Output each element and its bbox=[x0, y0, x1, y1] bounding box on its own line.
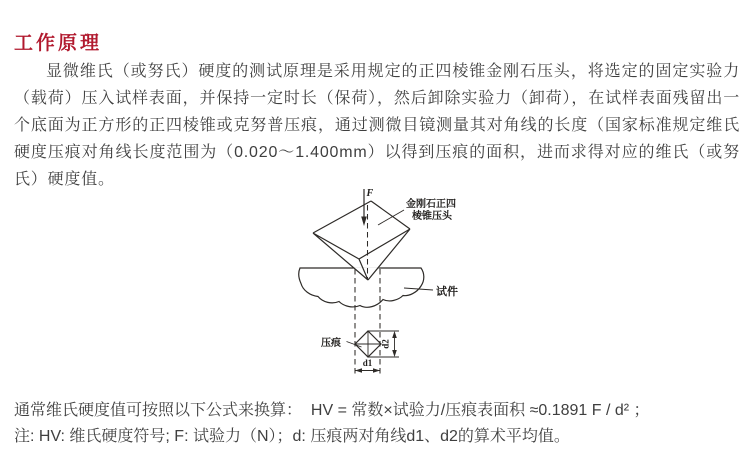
indenter-label bbox=[378, 197, 456, 225]
principle-diagram bbox=[280, 182, 515, 394]
indenter-label-line1: 金刚石正四 bbox=[406, 199, 456, 210]
intro-paragraph: 显微维氏（或努氏）硬度的测试原理是采用规定的正四棱锥金刚石压头，将选定的固定实验力（载荷）压入试样表面，并保持一定时长（保荷），然后卸除实验力（卸荷），在试样表面残留出一个底面为正方形的正四棱锥或克努普压痕，通过测微目镜测量其对角线的长度（国家标准规定维氏硬度压痕对角线长度范围为（0.020～1.400mm）以得到压痕的面积，进而求得对应的维氏（或努氏）硬度值。 bbox=[14, 63, 740, 188]
d1-label: d1 bbox=[362, 358, 373, 368]
page-title: 工作原理 bbox=[14, 33, 103, 54]
specimen-label: 试件 bbox=[436, 286, 458, 298]
force-label: F bbox=[366, 188, 374, 199]
d2-label: d2 bbox=[380, 339, 391, 349]
specimen-block bbox=[299, 267, 424, 307]
principle-figure bbox=[280, 182, 515, 394]
indent-label: 压痕 bbox=[321, 338, 341, 349]
indentation-diamond bbox=[355, 331, 381, 357]
dimension-d1 bbox=[355, 358, 380, 373]
specimen-label-group bbox=[404, 284, 458, 298]
indenter-label-line2: 棱锥压头 bbox=[412, 211, 452, 222]
indenter-leader-line bbox=[378, 210, 404, 225]
formula-note: 注: HV: 维氏硬度符号; F: 试验力（N）；d: 压痕两对角线d1、d2的算术平均值。 bbox=[14, 428, 570, 445]
conversion-block bbox=[14, 398, 746, 450]
formula-text: 通常维氏硬度值可按照以下公式来换算： HV = 常数×试验力/压痕表面积 ≈0.1891 F / d² ； bbox=[14, 402, 650, 419]
